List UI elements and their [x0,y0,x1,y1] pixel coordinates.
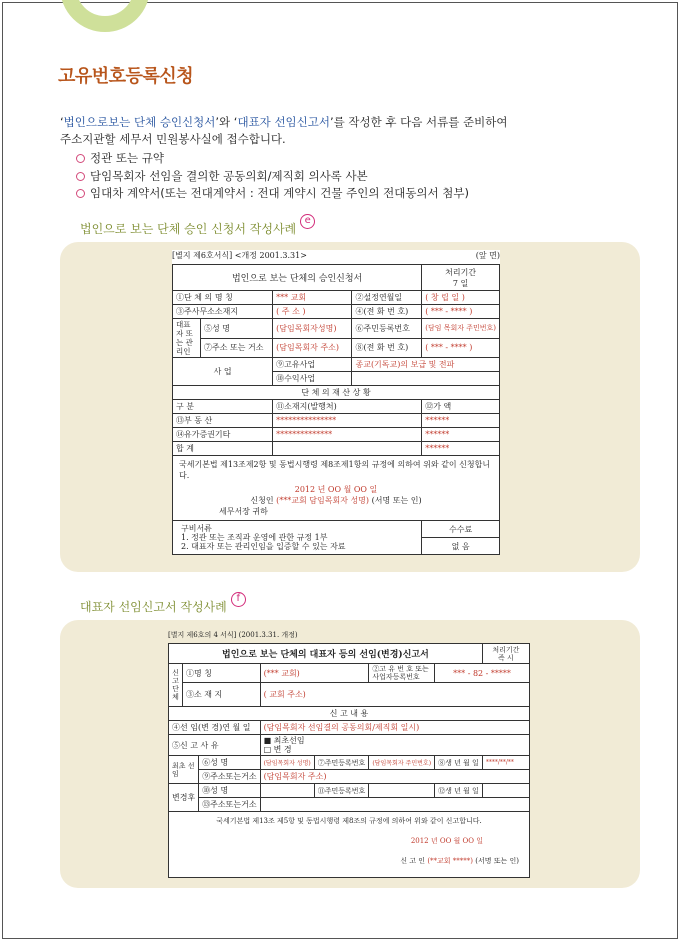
form1-cell: ****** [422,428,500,442]
form1-page: (앞 면) [475,251,500,260]
section-f-badge: f [231,592,246,607]
form2-label: ⑧생 년 월 일 [435,756,483,770]
form1-value: (담임목회자성명) [273,319,352,339]
form2-label: ①명 칭 [183,664,261,683]
intro-form2-name: 대표자 선임신고서 [237,115,330,129]
form1-docs-label: 구비서류 [181,524,212,533]
section-e-badge: e [300,214,315,229]
form1-value: ( *** - **** ) [422,305,500,319]
form2-label: ⑬주소또는거소 [199,798,260,812]
form2-label: ⑥성 명 [199,756,260,770]
form1-title: 법인으로 보는 단체의 승인신청서 [173,265,422,291]
list-item: 정관 또는 규약 [76,150,469,168]
form2-date: 2012 년 OO 월 OO 일 [410,837,483,845]
form1-label: ④(전 화 번 호) [352,305,422,319]
form1-addressee: 세무서장 귀하 [219,507,268,516]
change-checkbox[interactable]: □ 변 경 [263,745,292,754]
form1-col-header: 구 분 [173,400,273,414]
form1-biz-label: 사 업 [173,358,273,386]
form1-value: 종교(기독교)의 보급 및 전파 [352,358,500,372]
form2-group-label: 신고단체 [169,664,183,707]
form1-applicant-label: 신청인 [250,496,274,505]
form1-value: ( *** - **** ) [422,338,500,358]
form1-label: ③주사무소소재지 [173,305,273,319]
form1-number: [별지 제6호서식] <개정 2001.3.31> [172,251,307,260]
required-docs-list [76,150,469,203]
form2-value: (담임목회자 성명) [260,756,314,770]
form1-value: (담임목회자 주소) [273,338,352,358]
intro-rest: ’를 작성한 후 다음 서류를 준비하여 [330,115,508,129]
form1-fee-label: 수수료 [422,521,500,538]
form2-value: ****/**/** [482,756,529,770]
form1-label: ⑩수익사업 [273,372,352,386]
form2-label: ⑨주소또는거소 [199,770,260,784]
form1-value: ( 창 립 일 ) [422,291,500,305]
form2-report-heading: 신 고 내 용 [169,707,530,721]
list-item: 임대차 계약서(또는 전대계약서 : 전대 계약시 건물 주인의 전대동의서 첨부) [76,185,469,203]
form1-cell: ⑭유가증권기타 [173,428,273,442]
form1-label: ⑨고유사업 [273,358,352,372]
form2-label: ⑦주민등록번호 [314,756,369,770]
form2-label: ③소 재 지 [183,683,261,707]
intro-sep: ’와 ‘ [215,115,238,129]
form1-cell [273,442,422,456]
form1-cell: ****** [422,414,500,428]
form1-value: *** 교회 [273,291,352,305]
form1-cell: ****** [422,442,500,456]
form1-value [352,372,500,386]
form1-doc-item: 2. 대표자 또는 관리인임을 입증할 수 있는 자료 [181,542,346,551]
form2-sign: (서명 또는 인) [475,857,519,865]
form1-doc-item: 1. 정관 또는 조직과 운영에 관한 규정 1부 [181,533,328,542]
form2-value: (담임목회자 선임결의 공동의회/제직회 일시) [260,721,529,735]
form2-label: ⑫생 년 월 일 [435,784,483,798]
form1-cell: *************** [273,414,422,428]
form2-label: ⑤신 고 사 유 [169,735,261,756]
form2-period-label: 처리기간 [492,645,520,654]
form2-number: [별지 제6호의 4 서식] (2001.3.31. 개정) [168,631,298,639]
form2-value [482,784,529,798]
section-f-label: 대표자 선임신고서 작성사례 [80,600,227,614]
form1-rep-label: 대표자 또 는 관리인 [173,319,201,358]
form2-label: ④선 임(변 경)연 월 일 [169,721,261,735]
form1-asset-heading: 단 체 의 재 산 상 황 [173,386,500,400]
approval-application-form [172,250,500,555]
intro-text: ‘법인으로보는 단체 승인신청서’와 ‘대표자 선임신고서’를 작성한 후 다음 서류를 준비하여 주소지관할 세무서 민원봉사실에 접수합니다. [60,115,508,146]
form2-value: ( 교회 주소) [260,683,529,707]
form2-value: *** - 82 - ***** [435,664,530,683]
intro-line2: 주소지관할 세무서 민원봉사실에 접수합니다. [60,132,286,146]
form1-cell: ⑬부 동 산 [173,414,273,428]
form2-value: (담임목회자 주소) [260,770,529,784]
section-e-label: 법인으로 보는 단체 승인 신청서 작성사례 [80,222,297,236]
form2-reporter-label: 신 고 인 [400,857,426,865]
form1-applicant: (***교회 담임목회자 성명) [276,496,370,505]
rep-appointment-report-form [168,630,530,878]
form1-label: ①단 체 의 명 칭 [173,291,273,305]
form2-prev-label: 최초 선임 [169,756,199,784]
form1-value: ( 주 소 ) [273,305,352,319]
form1-date: 2012 년 OO 월 OO 일 [294,485,378,494]
form1-period: 7 일 [452,278,469,288]
section-f-heading [80,593,246,615]
form1-cell: 합 계 [173,442,273,456]
form1-fee: 없 음 [422,538,500,555]
form1-label: ⑧(전 화 번 호) [352,338,422,358]
form1-label: ②설정연월일 [352,291,422,305]
form1-cell: ************** [273,428,422,442]
form2-value: (담임목회자 주민번호) [369,756,435,770]
form1-col-header: ⑪소재지(발행처) [273,400,422,414]
list-item: 담임목회자 선임을 결의한 공동의회/제직회 의사록 사본 [76,168,469,186]
form2-value [260,798,529,812]
first-appointment-checkbox[interactable]: ■ 최초선임 [263,736,305,745]
section-e-heading [80,215,315,237]
form2-label: ⑩성 명 [199,784,260,798]
page-title: 고유번호등록신청 [58,66,194,87]
form2-law-text: 국세기본법 제13조 제5항 및 동법시행령 제8조의 규정에 의하여 위와 같이 신고합니다. [216,817,482,825]
form1-period-label: 처리기간 [445,267,477,277]
form1-sign: (서명 또는 인) [371,496,422,505]
form2-value: (*** 교회) [260,664,369,683]
form2-reporter: (**교회 *****) [427,857,474,865]
form2-label: ②고 유 번 호 또는 사업자등록번호 [369,664,435,683]
form2-period: 즉 시 [498,653,514,662]
form2-after-label: 변경후 [169,784,199,812]
form2-value [260,784,314,798]
form1-value: (담임 목회자 주민번호) [422,319,500,339]
form2-label: ⑪주민등록번호 [314,784,369,798]
form1-label: ⑦주소 또는 거소 [201,338,273,358]
form1-label: ⑥주민등록번호 [352,319,422,339]
form1-col-header: ⑫가 액 [422,400,500,414]
form2-value [369,784,435,798]
form1-law-text: 국세기본법 제13조제2항 및 동법시행령 제8조제1항의 규정에 의하여 위와 같이 신청합니다. [179,460,491,480]
intro-form1-name: 법인으로보는 단체 승인신청서 [63,115,216,129]
form2-title: 법인으로 보는 단체의 대표자 등의 선임(변경)신고서 [169,644,483,664]
form1-label: ⑤성 명 [201,319,273,339]
